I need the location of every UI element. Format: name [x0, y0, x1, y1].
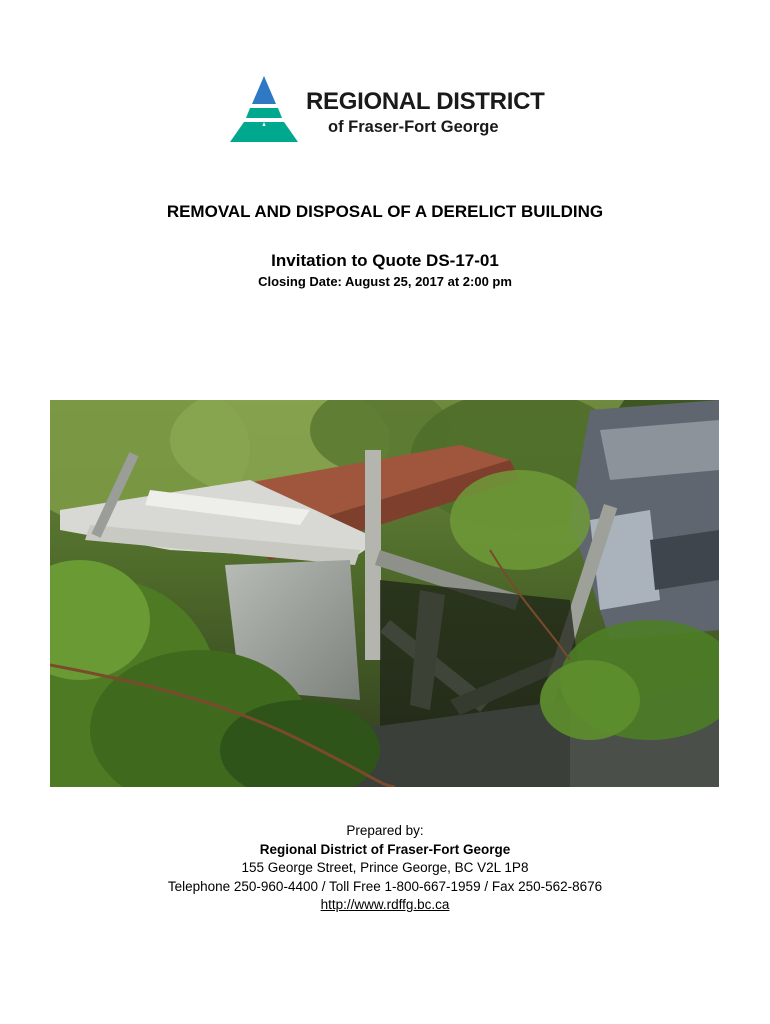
- website-link[interactable]: http://www.rdffg.bc.ca: [320, 897, 450, 912]
- organization-name: Regional District of Fraser-Fort George: [259, 841, 511, 857]
- logo-text-line1: REGIONAL DISTRICT: [306, 88, 545, 115]
- logo-triangle-icon: [226, 74, 302, 144]
- quote-title: Invitation to Quote DS-17-01: [271, 251, 499, 270]
- closing-date: Closing Date: August 25, 2017 at 2:00 pm: [258, 274, 512, 289]
- contact-phone-numbers: Telephone 250-960-4400 / Toll Free 1-800-667-1959 / Fax 250-562-8676: [167, 878, 603, 894]
- organization-logo: [226, 74, 566, 146]
- derelict-building-photo: [50, 400, 719, 787]
- prepared-by-block: [0, 822, 770, 915]
- document-title: REMOVAL AND DISPOSAL OF A DERELICT BUILDING: [166, 202, 604, 221]
- prepared-by-label: Prepared by:: [346, 823, 424, 838]
- logo-text-line2: of Fraser-Fort George: [328, 118, 499, 136]
- organization-address: 155 George Street, Prince George, BC V2L 1P8: [241, 860, 529, 875]
